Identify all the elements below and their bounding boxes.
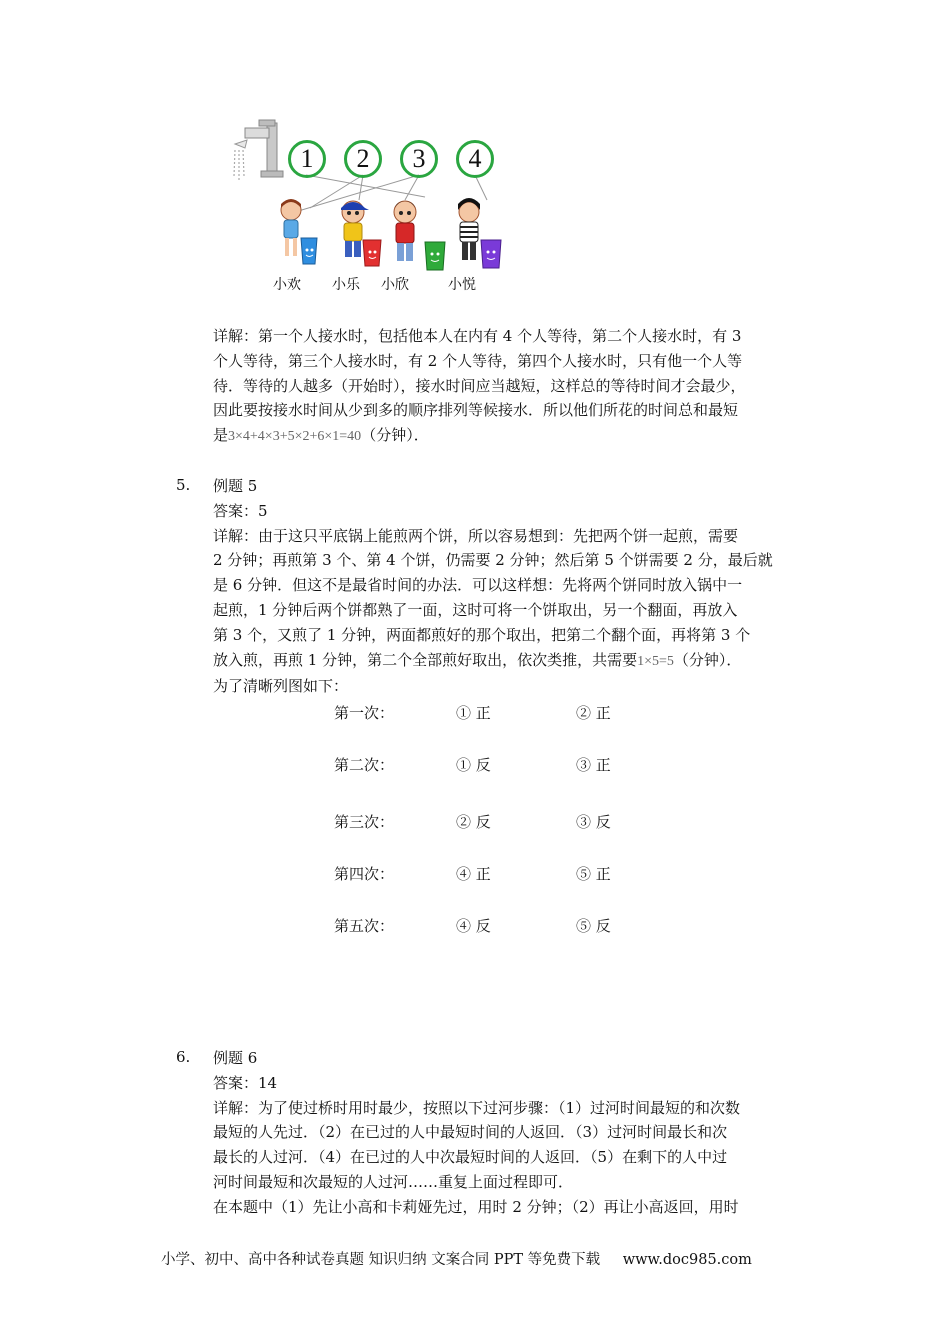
cell-b: ③ 反 [576,813,611,831]
formula: 1×5=5 [637,653,674,669]
queue-circle: 4 [456,140,494,178]
text-line: 个人等待，第三个人接水时，有 2 个人等待，第四个人接水时，只有他一个人等 [213,351,743,370]
text-fragment: （分钟）． [361,426,429,445]
child-xiaoyue-icon [453,198,505,272]
child-name: 小欣 [381,277,409,293]
text-line: 起煎，1 分钟后两个饼都熟了一面，这时可将一个饼取出，另一个翻面，再放入 [213,600,738,619]
cell-a: ① 正 [456,704,491,722]
row-label: 第三次： [334,813,395,831]
row-label: 第五次： [334,917,395,935]
text-line: 待．等待的人越多（开始时），接水时间应当越短，这样总的等待时间才会最少， [213,376,746,395]
text-line: 河时间最短和次最短的人过河……重复上面过程即可． [213,1172,574,1191]
queue-circle: 1 [288,140,326,178]
ex4-explanation [213,324,813,450]
cell-b: ⑤ 正 [576,865,611,883]
ex6-block [213,1046,813,1220]
child-name: 小悦 [448,277,476,293]
text-line: 最长的人过河．（4）在已过的人中次最短时间的人返回．（5）在剩下的人中过 [213,1148,728,1167]
answer: 答案：5 [213,501,268,520]
cell-a: ④ 反 [456,917,491,935]
child-xiaole-icon [335,196,385,270]
text-line: 第 3 个，又煎了 1 分钟，两面都煎好的那个取出，把第二个翻个面，再将第 3 个 [213,625,751,644]
text-line [213,648,813,675]
child-xiaohuan-icon [277,198,323,270]
cell-b: ③ 正 [576,756,611,774]
row-label: 第一次： [334,704,395,722]
text-line: 详解：为了使过桥时用时最少，按照以下过河步骤：（1）过河时间最短的和次数 [213,1098,741,1117]
text-line: 最短的人先过．（2）在已过的人中最短时间的人返回．（3）过河时间最长和次 [213,1123,728,1142]
cell-a: ④ 正 [456,865,491,883]
text-fragment: （分钟）． [673,650,742,669]
ex5-number: 5. [176,476,191,494]
text-line: 因此要按接水时间从少到多的顺序排列等候接水．所以他们所花的时间总和最短 [213,401,739,420]
child-xiaoxin-icon [387,196,449,272]
cell-b: ⑤ 反 [576,917,611,935]
child-name: 小乐 [332,277,360,293]
example-title: 例题 5 [213,477,258,495]
cell-b: ② 正 [576,704,611,722]
text-fragment: 是 [213,426,229,445]
text-line: 为了清晰列图如下： [213,677,349,696]
footer-link[interactable]: www.doc985.com [622,1252,752,1268]
queue-circle: 3 [400,140,438,178]
text-line: 在本题中（1）先让小高和卡莉娅先过，用时 2 分钟；（2）再让小高返回，用时 [213,1197,739,1216]
footer [161,1248,752,1269]
example-title: 例题 6 [213,1049,258,1067]
queue-circle: 2 [344,140,382,178]
footer-text: 小学、初中、高中各种试卷真题 知识归纳 文案合同 PPT 等免费下载 [161,1252,601,1268]
answer: 答案：14 [213,1073,278,1092]
text-line: 详解：由于这只平底锅上能煎两个饼，所以容易想到：先把两个饼一起煎，需要 [213,526,739,545]
illustration [225,118,515,296]
row-label: 第二次： [334,756,395,774]
text-line [213,423,813,450]
cell-a: ② 反 [456,813,491,831]
text-fragment: 放入煎，再煎 1 分钟，第二个全部煎好取出，依次类推，共需要 [213,650,638,669]
ex5-block [213,474,813,699]
text-line: 是 6 分钟．但这不是最省时间的办法．可以这样想：先将两个饼同时放入锅中一 [213,576,743,595]
formula: 3×4+4×3+5×2+6×1=40 [228,429,362,445]
row-label: 第四次： [334,865,395,883]
ex6-number: 6. [176,1048,191,1066]
text-line: 详解：第一个人接水时，包括他本人在内有 4 个人等待，第二个人接水时，有 3 [213,327,742,345]
child-name: 小欢 [273,277,301,293]
cell-a: ① 反 [456,756,491,774]
text-line: 2 分钟；再煎第 3 个、第 4 个饼，仍需要 2 分钟；然后第 5 个饼需要 2 分，最后就 [213,551,773,570]
